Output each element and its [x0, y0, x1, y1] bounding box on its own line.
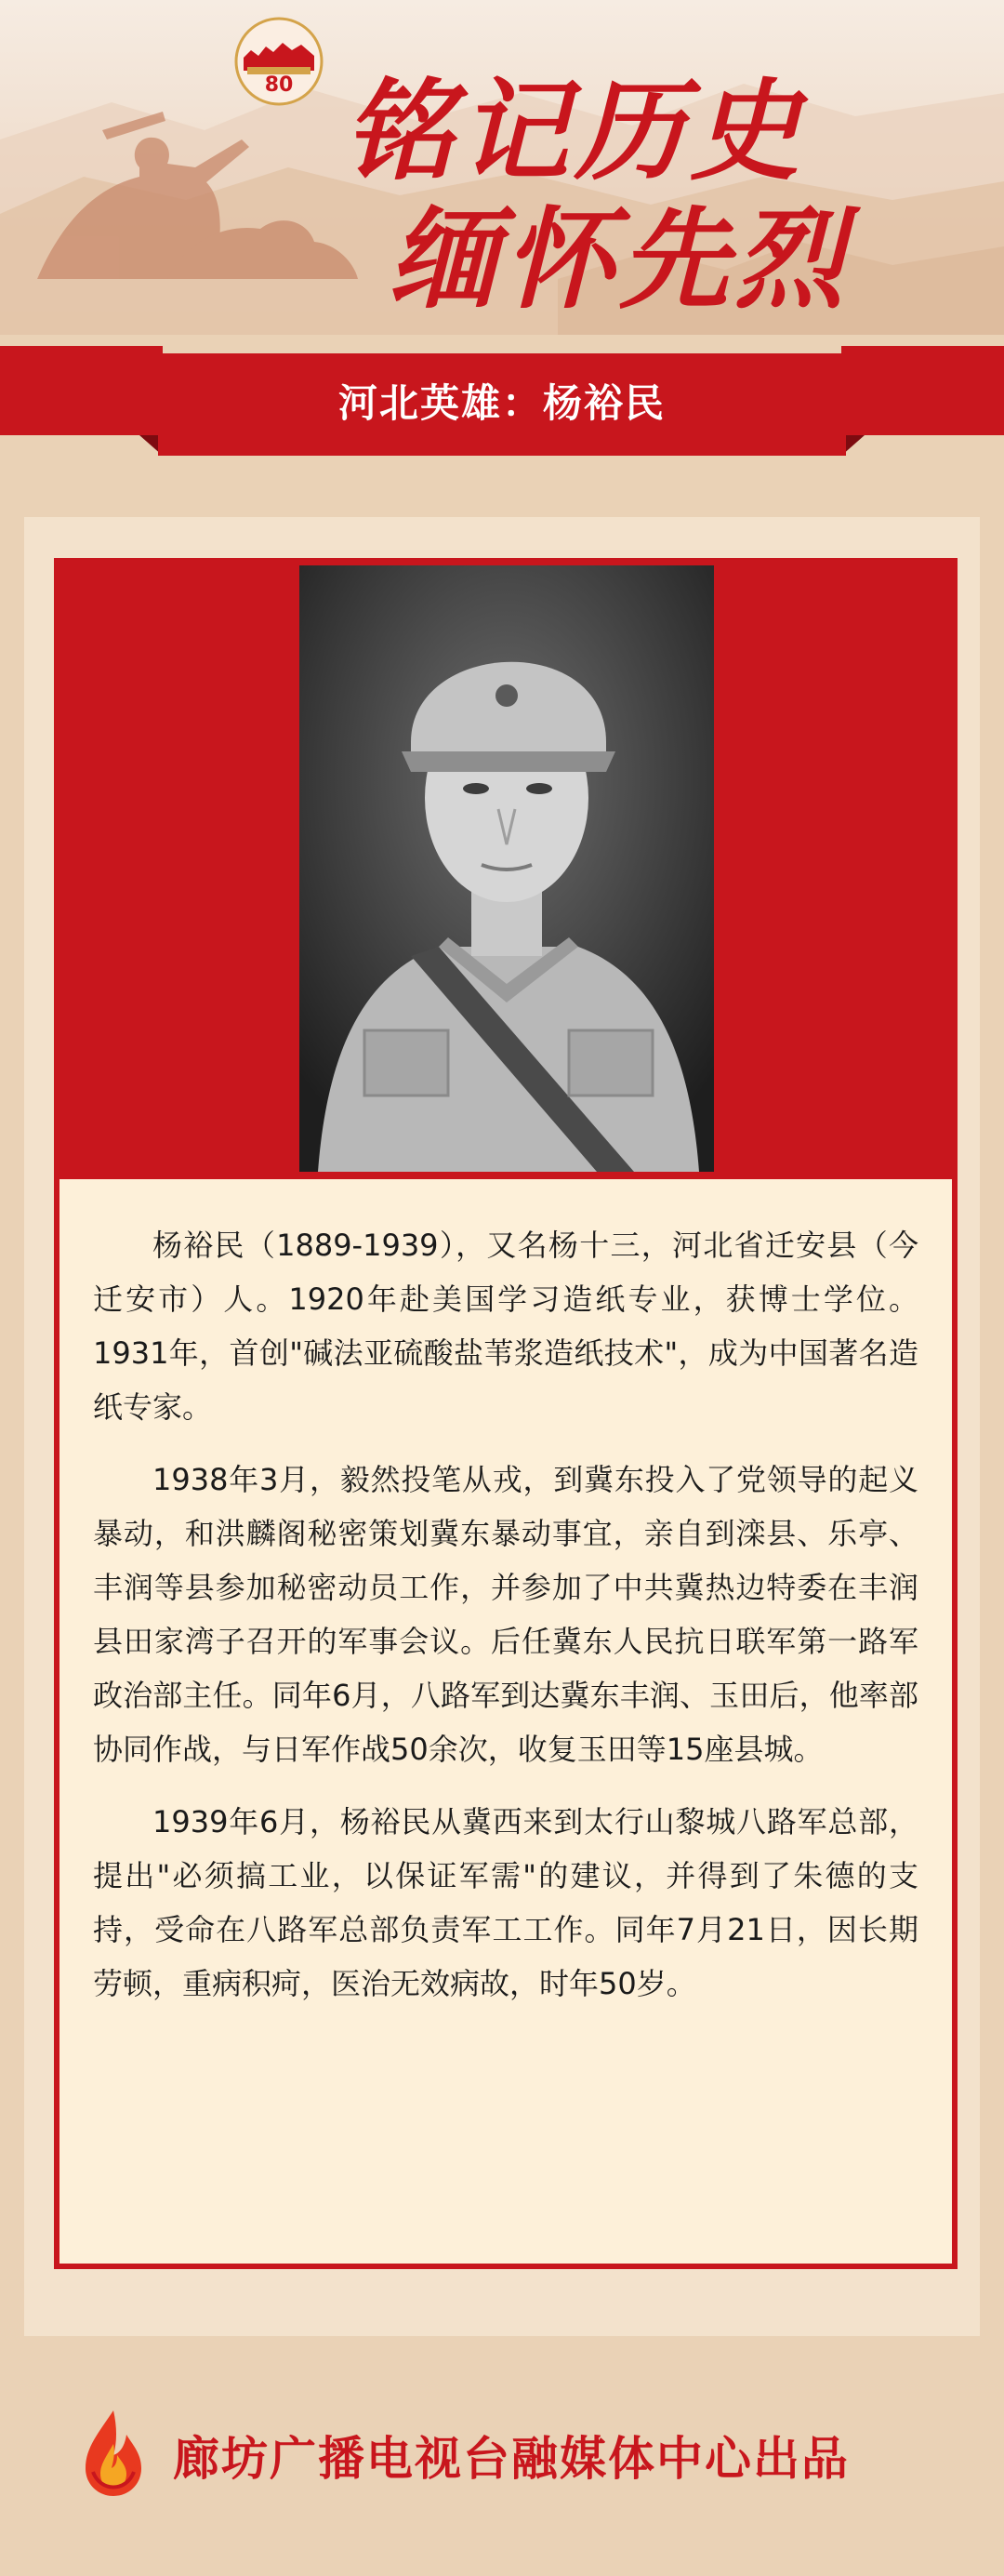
paragraph-1: 杨裕民（1889-1939），又名杨十三，河北省迁安县（今迁安市）人。1920年赴美国学习造纸专业，获博士学位。1931年，首创"碱法亚硫酸盐苇浆造纸技术"，成为中国著名造纸专家。: [93, 1228, 918, 1425]
paragraph-3: 1939年6月，杨裕民从冀西来到太行山黎城八路军总部，提出"必须搞工业，以保证军需"的建议，并得到了朱德的支持，受命在八路军总部负责军工工作。同年7月21日，因长期劳顿，重病积疴，医治无效病故，时年50岁。: [93, 1804, 918, 2001]
footer-credit: 廊坊广播电视台融媒体中心出品: [173, 2432, 850, 2486]
slogan: [344, 43, 851, 324]
biography-text: [54, 1179, 958, 2269]
portrait-image: [299, 565, 714, 1172]
slogan-line-1: 铭记历史: [344, 66, 806, 195]
slogan-line-2: 缅怀先烈: [389, 194, 851, 324]
header-banner: [0, 0, 1004, 335]
footer: [0, 2381, 1004, 2539]
paragraph-2: 1938年3月，毅然投笔从戎，到冀东投入了党领导的起义暴动，和洪麟阁秘密策划冀东暴动事宜，亲自到滦县、乐亭、丰润等县参加秘密动员工作，并参加了中共冀热边特委在丰润县田家湾子召开的军事会议。后任冀东人民抗日联军第一路军政治部主任。同年6月，八路军到达冀东丰润、玉田后，他率部协同作战，与日军作战50余次，收复玉田等15座县城。: [93, 1462, 918, 1767]
portrait-photo: [299, 565, 714, 1172]
flame-logo-icon: [80, 2407, 147, 2500]
emblem-number: 80: [264, 73, 294, 97]
hero-title: 河北英雄：杨裕民: [337, 380, 666, 426]
title-ribbon: [0, 346, 1004, 463]
anniversary-emblem-icon: [231, 13, 327, 110]
